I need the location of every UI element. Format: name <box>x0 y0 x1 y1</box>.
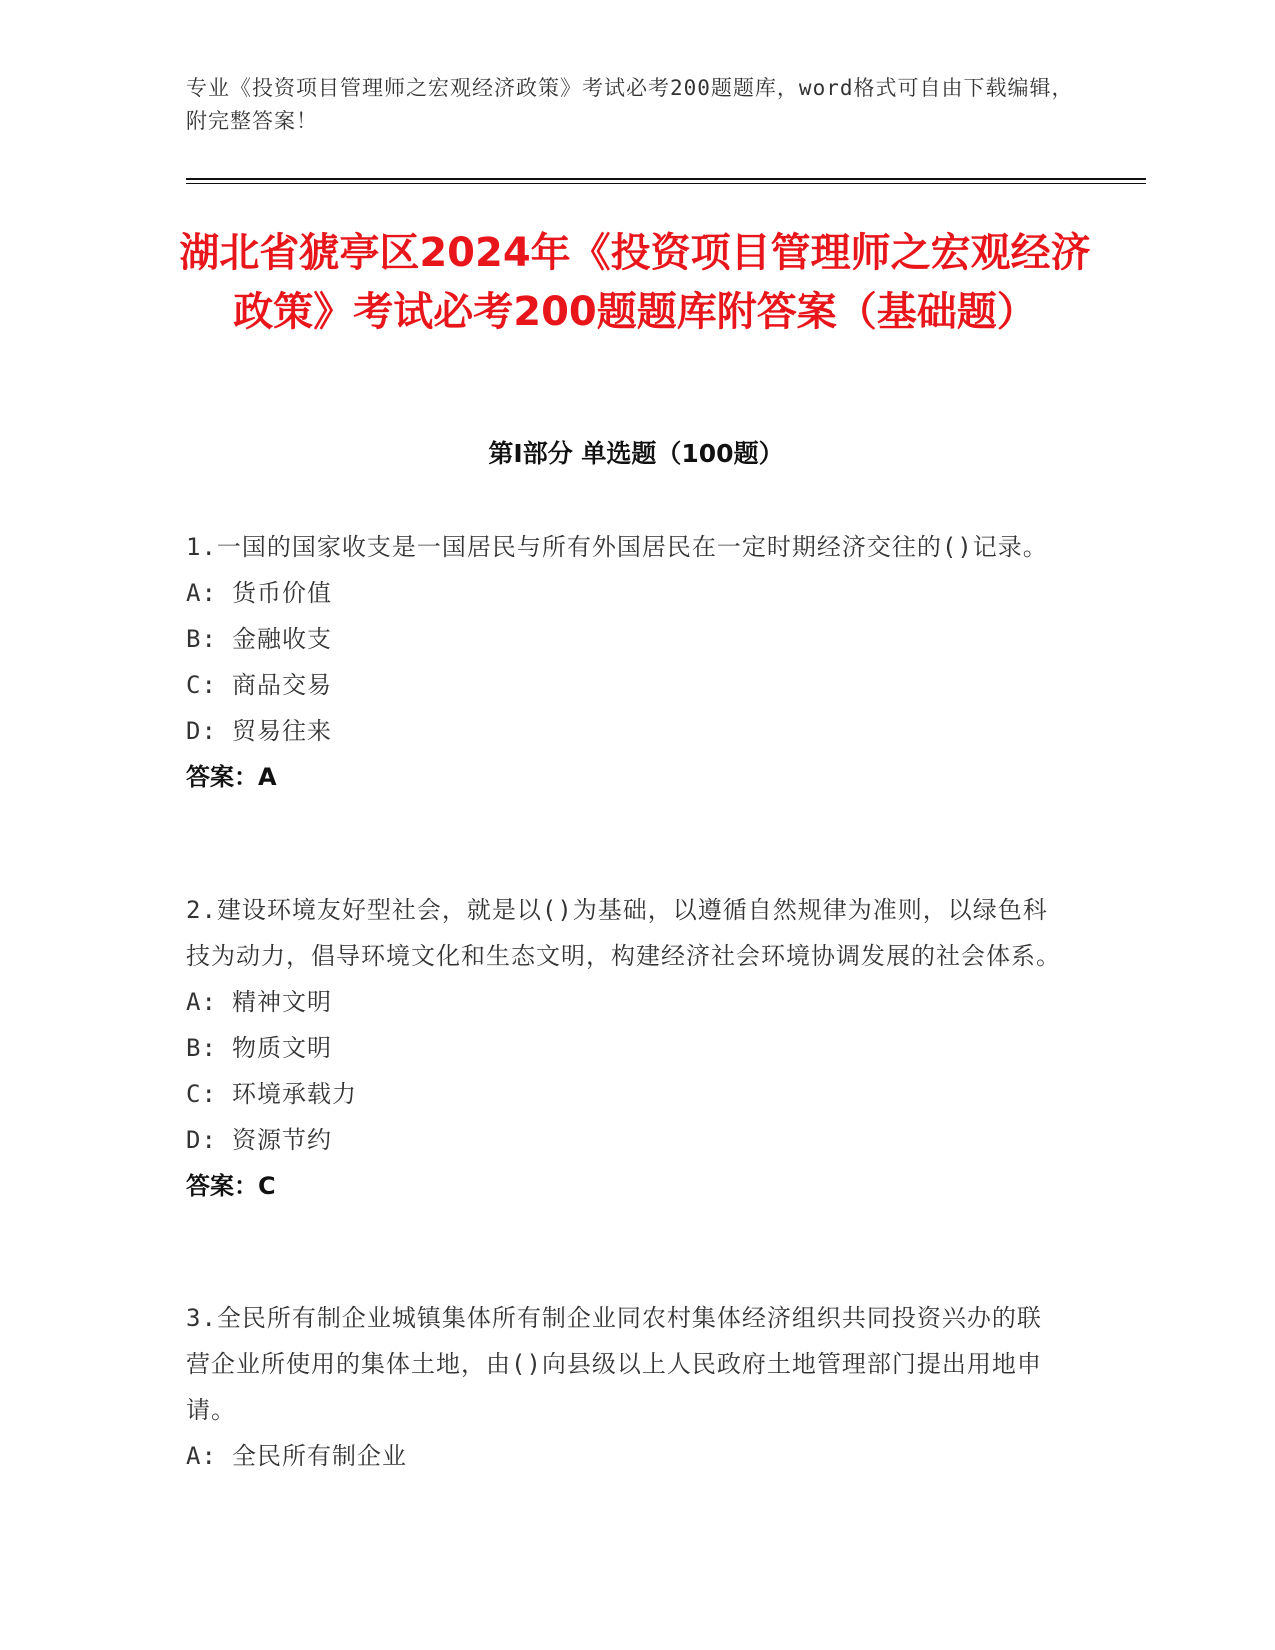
option-text: 货币价值 <box>232 579 332 607</box>
option-letter: D: <box>186 717 217 745</box>
option-letter: C: <box>186 671 217 699</box>
option-d <box>186 708 1066 754</box>
question-stem: 3.全民所有制企业城镇集体所有制企业同农村集体经济组织共同投资兴办的联营企业所使用的集体土地，由()向县级以上人民政府土地管理部门提出用地申请。 <box>186 1304 1042 1424</box>
question-stem: 2.建设环境友好型社会，就是以()为基础，以遵循自然规律为准则，以绿色科技为动力，倡导环境文化和生态文明，构建经济社会环境协调发展的社会体系。 <box>186 896 1061 970</box>
question-3 <box>186 1295 1066 1479</box>
option-letter: B: <box>186 625 217 653</box>
document-title: 湖北省猇亭区2024年《投资项目管理师之宏观经济政策》考试必考200题题库附答案（基础题） <box>179 230 1091 335</box>
option-a <box>186 979 1066 1025</box>
option-letter: A: <box>186 579 217 607</box>
option-text: 全民所有制企业 <box>232 1442 407 1470</box>
option-c <box>186 1071 1066 1117</box>
option-b <box>186 1025 1066 1071</box>
header-divider-thick <box>186 178 1146 180</box>
option-a <box>186 570 1066 616</box>
option-text: 贸易往来 <box>232 717 332 745</box>
option-a <box>186 1433 1066 1479</box>
option-text: 物质文明 <box>232 1034 332 1062</box>
option-text: 资源节约 <box>232 1126 332 1154</box>
option-text: 精神文明 <box>232 988 332 1016</box>
option-c <box>186 662 1066 708</box>
question-2 <box>186 887 1066 1209</box>
option-letter: A: <box>186 1442 217 1470</box>
option-letter: D: <box>186 1126 217 1154</box>
header-note: 专业《投资项目管理师之宏观经济政策》考试必考200题题库，word格式可自由下载编辑，附完整答案！ <box>186 76 1074 133</box>
option-letter: B: <box>186 1034 217 1062</box>
question-stem: 1.一国的国家收支是一国居民与所有外国居民在一定时期经济交往的()记录。 <box>186 533 1048 561</box>
question-1 <box>186 524 1066 800</box>
answer-line: 答案：A <box>186 763 277 791</box>
option-b <box>186 616 1066 662</box>
header-divider-thin <box>186 183 1146 184</box>
option-d <box>186 1117 1066 1163</box>
option-text: 金融收支 <box>232 625 332 653</box>
section-title: 第Ⅰ部分 单选题（100题） <box>488 439 784 468</box>
answer-line: 答案：C <box>186 1172 276 1200</box>
option-text: 环境承载力 <box>232 1080 357 1108</box>
option-text: 商品交易 <box>232 671 332 699</box>
option-letter: A: <box>186 988 217 1016</box>
option-letter: C: <box>186 1080 217 1108</box>
